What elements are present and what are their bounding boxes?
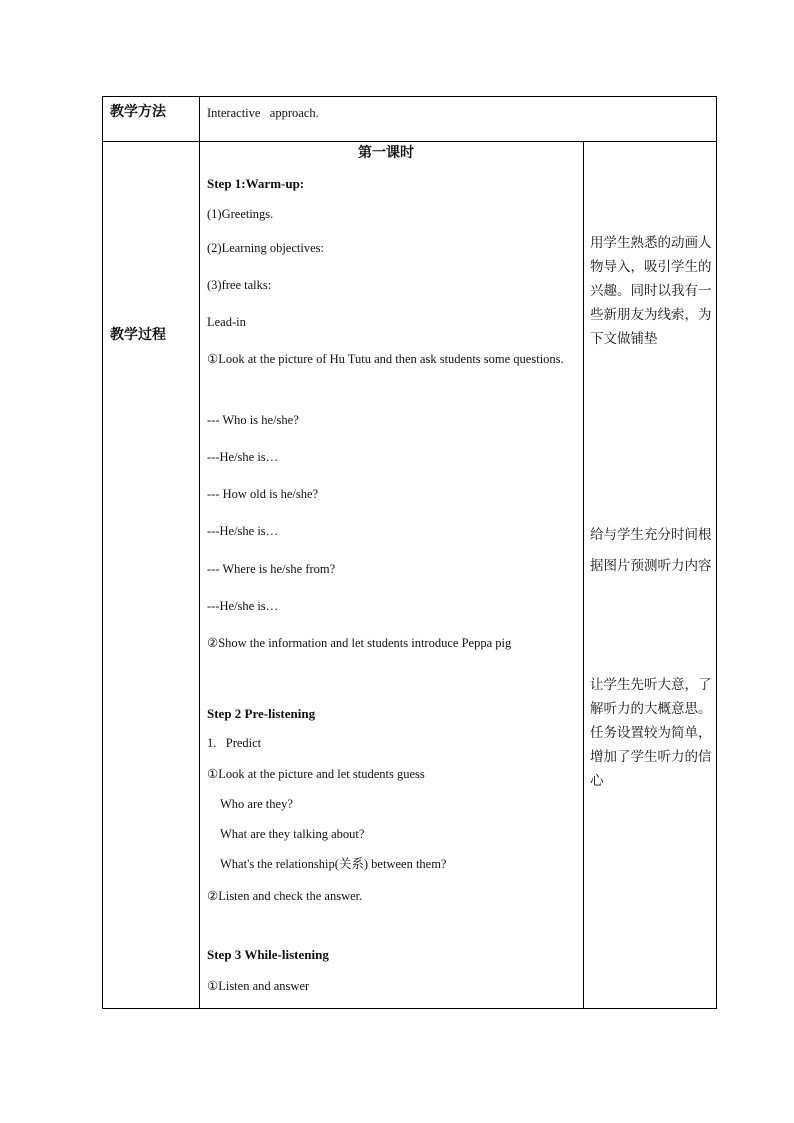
step1-line: (3)free talks: bbox=[207, 278, 272, 292]
dialogue-line: ---He/she is… bbox=[207, 524, 279, 538]
step3-heading: Step 3 While-listening bbox=[207, 947, 329, 962]
dialogue-line: ---He/she is… bbox=[207, 599, 279, 613]
label-column-divider bbox=[199, 96, 200, 1009]
step2-heading: Step 2 Pre-listening bbox=[207, 706, 316, 721]
lesson-title: 第一课时 bbox=[358, 145, 414, 161]
dialogue-line: ---He/she is… bbox=[207, 450, 279, 464]
dialogue-line: --- How old is he/she? bbox=[207, 487, 319, 501]
guess-question: What are they talking about? bbox=[220, 827, 365, 841]
table-border-top bbox=[102, 96, 717, 97]
row-divider bbox=[102, 141, 717, 142]
method-label: 教学方法 bbox=[110, 104, 166, 120]
step1-line: (1)Greetings. bbox=[207, 207, 274, 221]
check-line: ②Listen and check the answer. bbox=[207, 889, 363, 903]
table-border-left bbox=[102, 96, 103, 1009]
table-border-right bbox=[716, 96, 717, 1009]
dialogue-line: --- Where is he/she from? bbox=[207, 562, 336, 576]
method-value: Interactive approach. bbox=[207, 106, 319, 120]
lead-in-paragraph: ①Look at the picture of Hu Tutu and then ask students some questions. bbox=[207, 352, 564, 366]
dialogue-line: --- Who is he/she? bbox=[207, 413, 299, 427]
note-predict: 给与学生充分时间根据图片预测听力内容 bbox=[590, 527, 712, 574]
table-border-bottom bbox=[102, 1008, 717, 1009]
guess-question: Who are they? bbox=[220, 797, 293, 811]
note-listening: 让学生先听大意，了解听力的大概意思。任务设置较为简单，增加了学生听力的信心 bbox=[590, 677, 712, 789]
step1-line: (2)Learning objectives: bbox=[207, 241, 324, 255]
process-label: 教学过程 bbox=[110, 327, 166, 343]
predict-item: 1. Predict bbox=[207, 736, 262, 750]
listen-line: ①Listen and answer bbox=[207, 979, 310, 993]
show-info-line: ②Show the information and let students introduce Peppa pig bbox=[207, 636, 512, 650]
note-lead-in: 用学生熟悉的动画人物导入，吸引学生的兴趣。同时以我有一些新朋友为线索，为下文做铺垫 bbox=[590, 235, 712, 347]
guess-question: What's the relationship(关系) between them? bbox=[220, 857, 447, 871]
guess-line: ①Look at the picture and let students guess bbox=[207, 767, 425, 781]
notes-column-divider bbox=[583, 141, 584, 1009]
step1-line: Lead-in bbox=[207, 315, 246, 329]
step1-heading: Step 1:Warm-up: bbox=[207, 176, 305, 191]
